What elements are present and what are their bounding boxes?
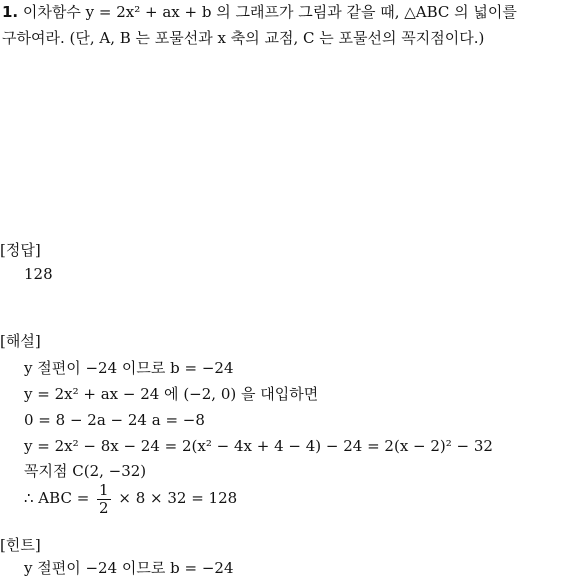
hint-header: [힌트] <box>0 536 41 554</box>
answer-header: [정답] <box>0 241 41 259</box>
solution-header: [해설] <box>0 332 41 350</box>
solution-final-line <box>24 480 237 517</box>
fraction-one-half <box>97 482 111 517</box>
hint-line: y 절편이 −24 이므로 b = −24 <box>24 559 234 577</box>
final-suffix: × 8 × 32 = 128 <box>118 489 238 507</box>
problem-text-1: 이차함수 y = 2x² + ax + b 의 그래프가 그림과 같을 때, △ABC 의 넓이를 <box>22 3 517 21</box>
fraction-denominator: 2 <box>99 498 109 517</box>
solution-line-4: y = 2x² − 8x − 24 = 2(x² − 4x + 4 − 4) − 24 = 2(x − 2)² − 32 <box>24 437 493 455</box>
solution-line-5: 꼭지점 C(2, −32) <box>24 462 147 480</box>
problem-line-2 <box>2 28 484 48</box>
fraction-numerator: 1 <box>99 480 109 499</box>
solution-line-3: 0 = 8 − 2a − 24 a = −8 <box>24 411 205 429</box>
solution-line-1: y 절편이 −24 이므로 b = −24 <box>24 359 234 377</box>
final-prefix: ∴ ABC = <box>24 489 90 507</box>
answer-value: 128 <box>24 265 53 283</box>
problem-text-2: 구하여라. (단, A, B 는 포물선과 x 축의 교점, C 는 포물선의 꼭지점이다.) <box>2 29 485 47</box>
problem-number: 1. <box>2 3 19 21</box>
problem-line-1 <box>2 2 517 22</box>
solution-line-2: y = 2x² + ax − 24 에 (−2, 0) 을 대입하면 <box>24 385 319 403</box>
